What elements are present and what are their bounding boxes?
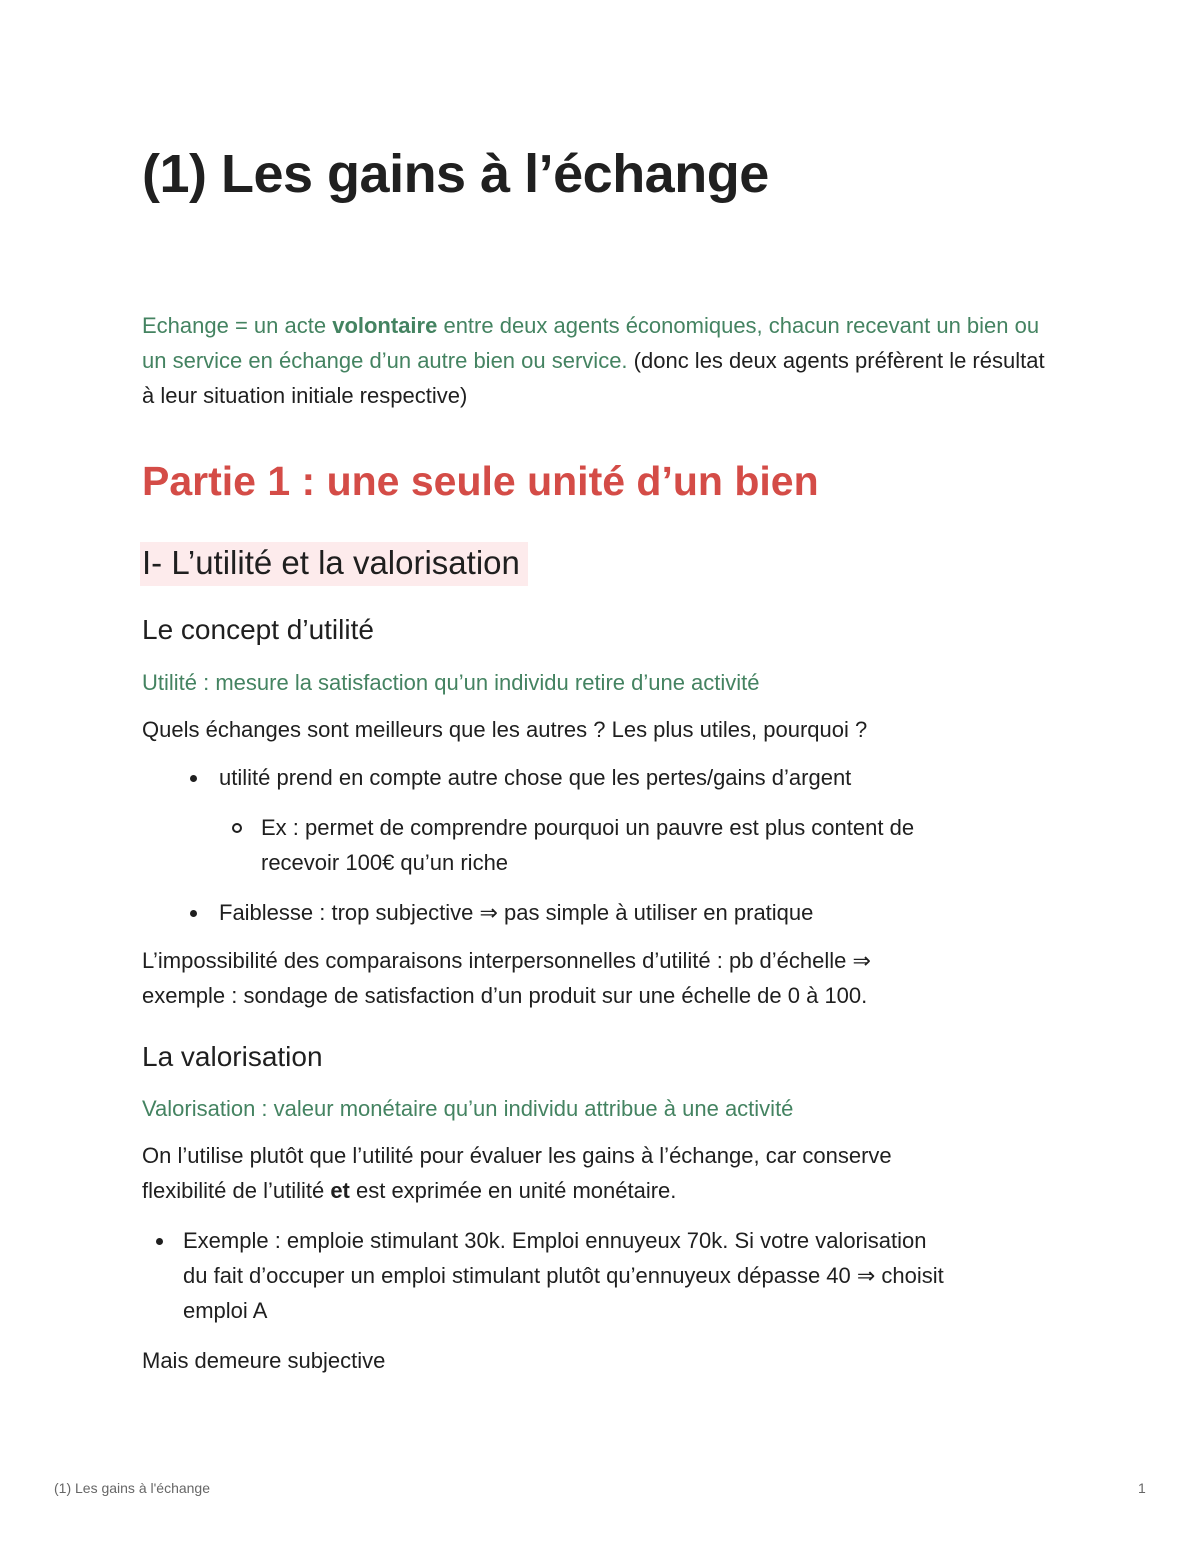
part-heading: Partie 1 : une seule unité d’un bien	[142, 458, 819, 504]
list-item-text: utilité prend en compte autre chose que les pertes/gains d’argent	[219, 765, 852, 790]
valuation-definition: Valorisation : valeur monétaire qu’un individu attribue à une activité	[142, 1096, 794, 1121]
footer-page-number: 1	[1138, 1480, 1146, 1496]
footer-document-title: (1) Les gains à l'échange	[54, 1480, 210, 1496]
valuation-bold-word: et	[330, 1178, 350, 1203]
section-heading-highlighted: I- L’utilité et la valorisation	[140, 542, 528, 586]
intro-definition-start: Echange = un acte	[142, 313, 333, 338]
bullet-dot-icon	[156, 1238, 163, 1245]
list-item-text: Exemple : emploie stimulant 30k. Emploi ennuyeux 70k. Si votre valorisation	[183, 1228, 927, 1253]
utility-definition: Utilité : mesure la satisfaction qu’un individu retire d’une activité	[142, 670, 760, 695]
intro-bold-keyword: volontaire	[332, 313, 438, 338]
bullet-dot-icon	[190, 910, 197, 917]
subheading-utility: Le concept d’utilité	[142, 614, 374, 645]
impossibility-line-2: exemple : sondage de satisfaction d’un produit sur une échelle de 0 à 100.	[142, 983, 868, 1008]
valuation-conclusion: Mais demeure subjective	[142, 1348, 386, 1373]
list-item-text: Faiblesse : trop subjective ⇒ pas simple à utiliser en pratique	[219, 900, 814, 925]
intro-paragraph	[142, 308, 1062, 413]
list-item-text: emploi A	[183, 1298, 268, 1323]
list-item-text: recevoir 100€ qu’un riche	[261, 850, 509, 875]
valuation-text-line-2	[142, 1173, 676, 1208]
valuation-text-end: est exprimée en unité monétaire.	[349, 1178, 677, 1203]
valuation-text-start: flexibilité de l’utilité	[142, 1178, 331, 1203]
list-item-text: Ex : permet de comprendre pourquoi un pauvre est plus content de	[261, 815, 915, 840]
impossibility-line-1: L’impossibilité des comparaisons interpersonnelles d’utilité : pb d’échelle ⇒	[142, 948, 871, 973]
bullet-circle-icon	[232, 823, 242, 833]
bullet-dot-icon	[190, 775, 197, 782]
utility-question: Quels échanges sont meilleurs que les autres ? Les plus utiles, pourquoi ?	[142, 717, 868, 742]
intro-definition-end: entre deux agents économiques, chacun recevant un bien ou un service en échange d’un autre bien ou service.	[142, 313, 1040, 373]
intro-plain-text: (donc les deux agents préfèrent le résultat à leur situation initiale respective)	[142, 348, 1045, 408]
list-item-text: du fait d’occuper un emploi stimulant plutôt qu’ennuyeux dépasse 40 ⇒ choisit	[183, 1263, 944, 1288]
subheading-valuation: La valorisation	[142, 1041, 323, 1072]
page-title: (1) Les gains à l’échange	[142, 144, 769, 204]
valuation-text-line-1: On l’utilise plutôt que l’utilité pour évaluer les gains à l’échange, car conserve	[142, 1143, 892, 1168]
